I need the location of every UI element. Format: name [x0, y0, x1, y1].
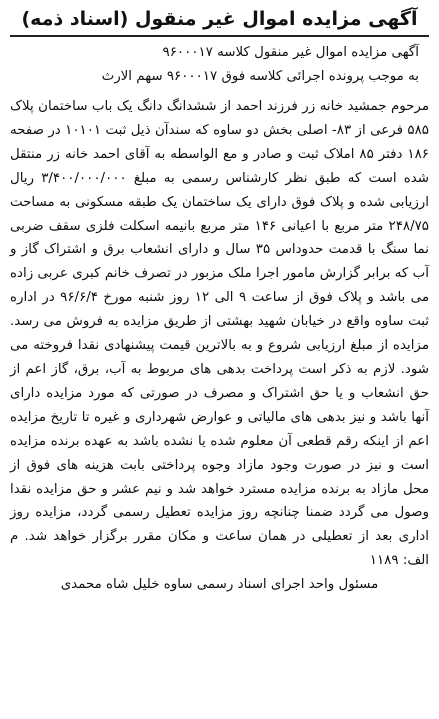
- notice-title: آگهی مزایده اموال غیر منقول (اسناد ذمه): [21, 8, 418, 30]
- title-divider: [10, 35, 429, 37]
- case-reference-line: به موجب پرونده اجرائی کلاسه فوق ۹۶۰۰۰۱۷ سهم الارث: [101, 69, 419, 84]
- notice-body: مرحوم جمشید خانه زر فرزند احمد از ششدانگ دانگ یک باب ساختمان پلاک ۵۸۵ فرعی از ۸۳- اصلی بخش دو ساوه که سندآن ذیل ثبت ۱۰۱۰۱ در صفحه ۱۸۶ دفتر ۸۵ املاک ثبت و صادر و مع الواسطه به آقای احمد خانه زر منتقل شده است که طبق نظر کارشناس رسمی به مبلغ ۳/۴۰۰/۰۰۰/۰۰۰ ریال ارزیابی شده و پلاک فوق دارای یک ساختمان یک طبقه مسکونی به مساحت ۲۴۸/۷۵ متر مربع با اعیانی ۱۴۶ متر مربع بانیمه اسکلت فلزی سقف ضربی نما سنگ با قدمت حدوداس ۳۵ سال و دارای انشعاب برق و اشتراک گاز و آب که برابر گزارش مامور اجرا ملک مزبور در تصرف خانم کبری عربی زاده می باشد و پلاک فوق از ساعت ۹ الی ۱۲ روز شنبه مورخ ۹۶/۶/۴ در اداره ثبت ساوه واقع در خیابان شهید بهشتی از طریق مزایده به فروش می رسد. مزایده از مبلغ ارزیابی شروع و به بالاترین قیمت پیشنهادی نقدا فروخته می شود. لازم به ذکر است پرداخت بدهی های مربوط به آب، برق، گاز اعم از حق انشعاب و یا حق اشتراک و مصرف در صورتی که مورد مزایده دارای آنها باشد و نیز بدهی های مالیاتی و عوارض شهرداری و غیره تا تاریخ مزایده اعم از اینکه رقم قطعی آن معلوم شده یا نشده باشد به عهده برنده مزایده است و نیز در صورت وجود مازاد وجوه پرداختی بابت هزینه های فوق از محل مازاد به برنده مزایده مسترد خواهد شد و نیم عشر و حق مزایده نقدا وصول می گردد ضمنا چنانچه روز مزایده تعطیل رسمی گردد، مزایده روز اداری بعد از تعطیلی در همان ساعت و مکان مقرر برگزار خواهد شد. م الف: ۱۱۸۹: [10, 99, 430, 569]
- file-number-line: آگهی مزایده اموال غیر منقول کلاسه ۹۶۰۰۰۱۷: [162, 45, 419, 60]
- signature-line: مسئول واحد اجرای اسناد رسمی ساوه خلیل شاه محمدی: [60, 577, 379, 593]
